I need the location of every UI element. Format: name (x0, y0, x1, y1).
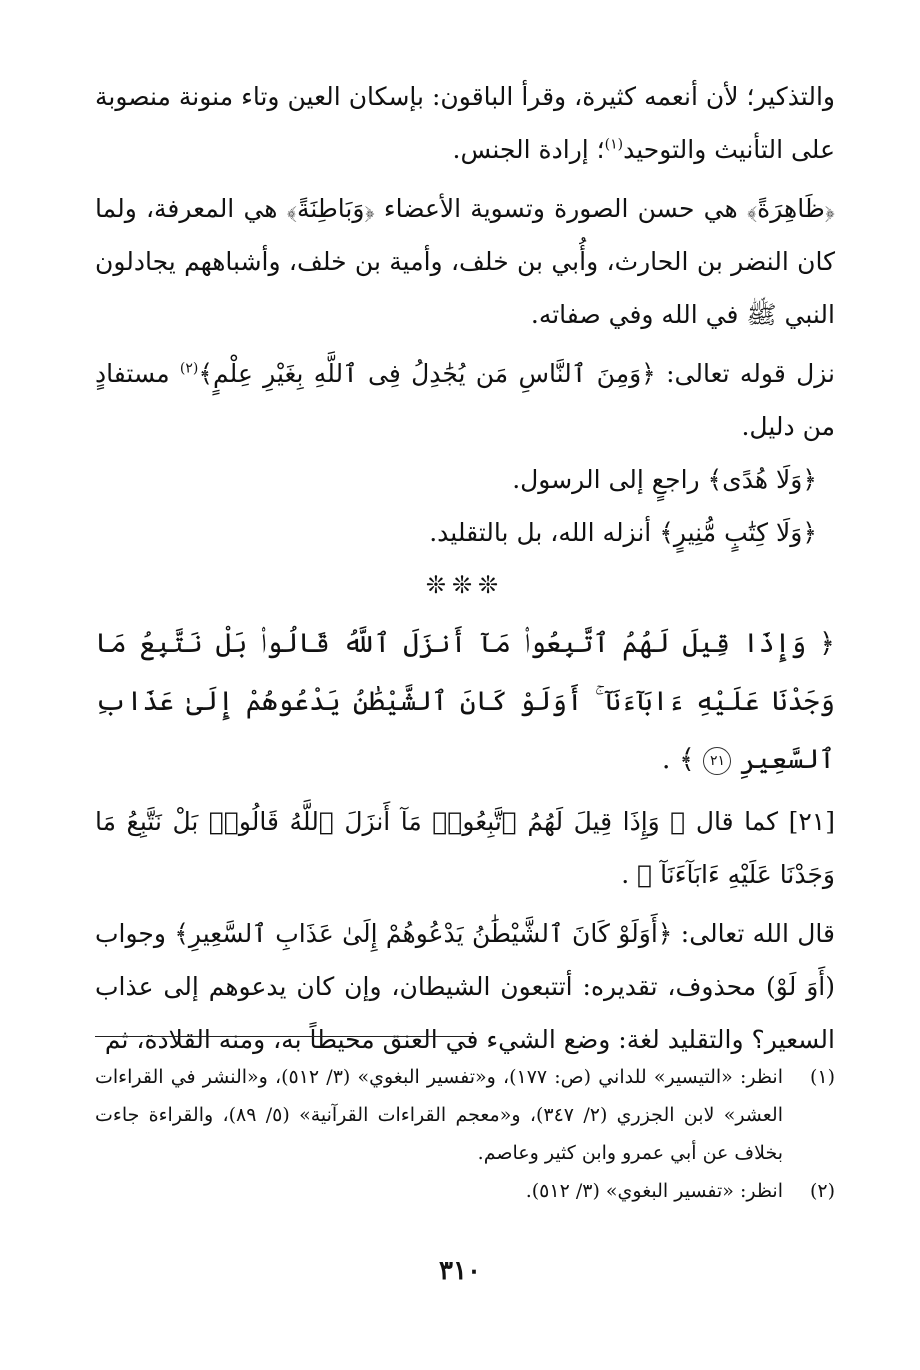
paragraph-6: [٢١] كما قال ﴿ وَإِذَا قِيلَ لَهُمُ ٱتَّبِعُوا۟ مَآ أَنزَلَ ٱللَّهُ قَالُوا۟ بَلْ نَتَّبِعُ مَا وَجَدْنَا عَلَيْهِ ءَابَآءَنَآ ﴾ . (95, 807, 835, 889)
paragraph-2: ﴿ظَاهِرَةً﴾ هي حسن الصورة وتسوية الأعضاء ﴿وَبَاطِنَةً﴾ هي المعرفة، ولما كان النضر بن الحارث، وأُبي بن خلف، وأمية بن خلف، وأشباههم يجادلون النبي ﷺ في الله وفي صفاته. (95, 194, 835, 329)
quran-verse-close: ﴾ . (661, 744, 695, 775)
footnote-2 (95, 1172, 835, 1210)
footnote-2-text: انظر: «تفسير البغوي» (٣/ ٥١٢). (525, 1180, 783, 1202)
footnote-ref-1[interactable]: (١) (604, 136, 624, 153)
footnote-divider (95, 1036, 473, 1037)
paragraph-3-text: نزل قوله تعالى: ﴿وَمِنَ ٱلنَّاسِ مَن يُجَٰدِلُ فِى ٱللَّهِ بِغَيْرِ عِلْمٍ﴾ (198, 359, 835, 388)
paragraph-5: ﴿وَلَا كِتَٰبٍ مُّنِيرٍ﴾ أنزله الله، بل بالتقليد. (429, 518, 817, 547)
footnote-1 (95, 1058, 835, 1172)
verse-number-marker: ٢١ (703, 747, 731, 775)
paragraph-3-end: مستفادٍ من دليل. (95, 359, 835, 441)
section-separator: ❊❊❊ (425, 571, 505, 599)
gloss-block (95, 453, 835, 559)
paragraph-1-end: ؛ إرادة الجنس. (452, 135, 605, 164)
quran-verse-text: ﴿ وَإِذَا قِيلَ لَهُمُ ٱتَّبِعُوا۟ مَآ أَنزَلَ ٱللَّهُ قَالُوا۟ بَلْ نَتَّبِعُ مَا وَجَدْنَا عَلَيْهِ ءَابَآءَنَآ ۚ أَوَلَوْ كَانَ ٱلشَّيْطَٰنُ يَدْعُوهُمْ إِلَىٰ عَذَابِ ٱلسَّعِيرِ (95, 628, 835, 775)
paragraph-3 (95, 347, 835, 453)
page-number: ٣١٠ (439, 1256, 481, 1286)
footnote-1-text: انظر: «التيسير» للداني (ص: ١٧٧)، و«تفسير البغوي» (٣/ ٥١٢)، و«النشر في القراءات العشر» لابن الجزري (٢/ ٣٤٧)، و«معجم القراءات القرآنية» (٥/ ٨٩)، والقراءة جاءت بخلاف عن أبي عمرو وابن كثير وعاصم. (95, 1066, 783, 1164)
paragraph-4: ﴿وَلَا هُدًى﴾ راجعٍ إلى الرسول. (512, 465, 817, 494)
footnote-ref-2[interactable]: (٢) (179, 360, 199, 377)
paragraph-1 (95, 70, 835, 176)
footnotes (95, 1058, 835, 1210)
footnote-2-number: (٢) (809, 1180, 835, 1202)
quran-verse (95, 615, 835, 789)
paragraph-1-text: والتذكير؛ لأن أنعمه كثيرة، وقرأ الباقون: بإسكان العين وتاء منونة منصوبة على التأنيث والتوحيد (95, 82, 835, 164)
footnote-1-number: (١) (809, 1066, 835, 1088)
main-text (95, 70, 835, 1066)
paragraph-7: قال الله تعالى: ﴿أَوَلَوْ كَانَ ٱلشَّيْطَٰنُ يَدْعُوهُمْ إِلَىٰ عَذَابِ ٱلسَّعِيرِ﴾ وجواب (أَوَ لَوْ) محذوف، تقديره: أتتبعون الشيطان، وإن كان يدعوهم إلى عذاب السعير؟ والتقليد لغة: وضع الشيء في العنق محيطاً به، ومنه القلادة، ثم (95, 919, 835, 1054)
